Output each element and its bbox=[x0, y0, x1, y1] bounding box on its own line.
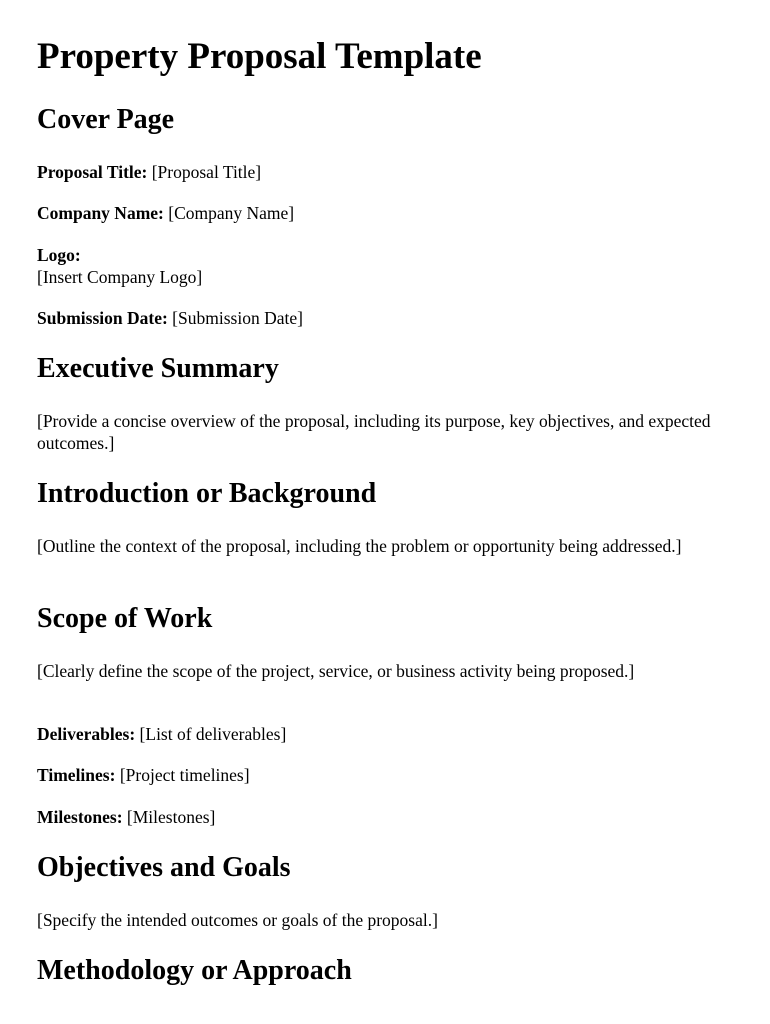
methodology-heading: Methodology or Approach bbox=[37, 955, 352, 986]
objectives-heading: Objectives and Goals bbox=[37, 852, 291, 883]
proposal-title-value: [Proposal Title] bbox=[147, 162, 262, 182]
proposal-title-line bbox=[37, 161, 737, 183]
proposal-title-label: Proposal Title: bbox=[37, 162, 148, 182]
deliverables-line bbox=[37, 723, 737, 745]
objectives-text: [Specify the intended outcomes or goals of the proposal.] bbox=[37, 910, 438, 930]
executive-summary-heading: Executive Summary bbox=[37, 353, 279, 384]
timelines-line bbox=[37, 764, 737, 786]
introduction-heading: Introduction or Background bbox=[37, 478, 377, 509]
scope-of-work-heading: Scope of Work bbox=[37, 603, 213, 634]
deliverables-value: [List of deliverables] bbox=[135, 724, 287, 744]
company-name-label: Company Name: bbox=[37, 203, 164, 223]
submission-date-line bbox=[37, 307, 737, 329]
introduction-text: [Outline the context of the proposal, including the problem or opportunity being addressed.] bbox=[37, 536, 682, 556]
executive-summary-text: [Provide a concise overview of the proposal, including its purpose, key objectives, and expected outcomes.] bbox=[37, 411, 711, 453]
milestones-value: [Milestones] bbox=[122, 807, 216, 827]
logo-label: Logo: bbox=[37, 245, 81, 265]
timelines-value: [Project timelines] bbox=[115, 765, 250, 785]
submission-date-value: [Submission Date] bbox=[167, 308, 303, 328]
company-name-line bbox=[37, 202, 737, 224]
logo-line bbox=[37, 244, 737, 288]
scope-of-work-text: [Clearly define the scope of the project, service, or business activity being proposed.] bbox=[37, 661, 635, 681]
submission-date-label: Submission Date: bbox=[37, 308, 168, 328]
milestones-line bbox=[37, 806, 737, 828]
document-title: Property Proposal Template bbox=[37, 36, 482, 77]
deliverables-label: Deliverables: bbox=[37, 724, 136, 744]
logo-value: [Insert Company Logo] bbox=[37, 267, 203, 287]
cover-page-heading: Cover Page bbox=[37, 104, 175, 135]
timelines-label: Timelines: bbox=[37, 765, 116, 785]
company-name-value: [Company Name] bbox=[163, 203, 295, 223]
milestones-label: Milestones: bbox=[37, 807, 123, 827]
